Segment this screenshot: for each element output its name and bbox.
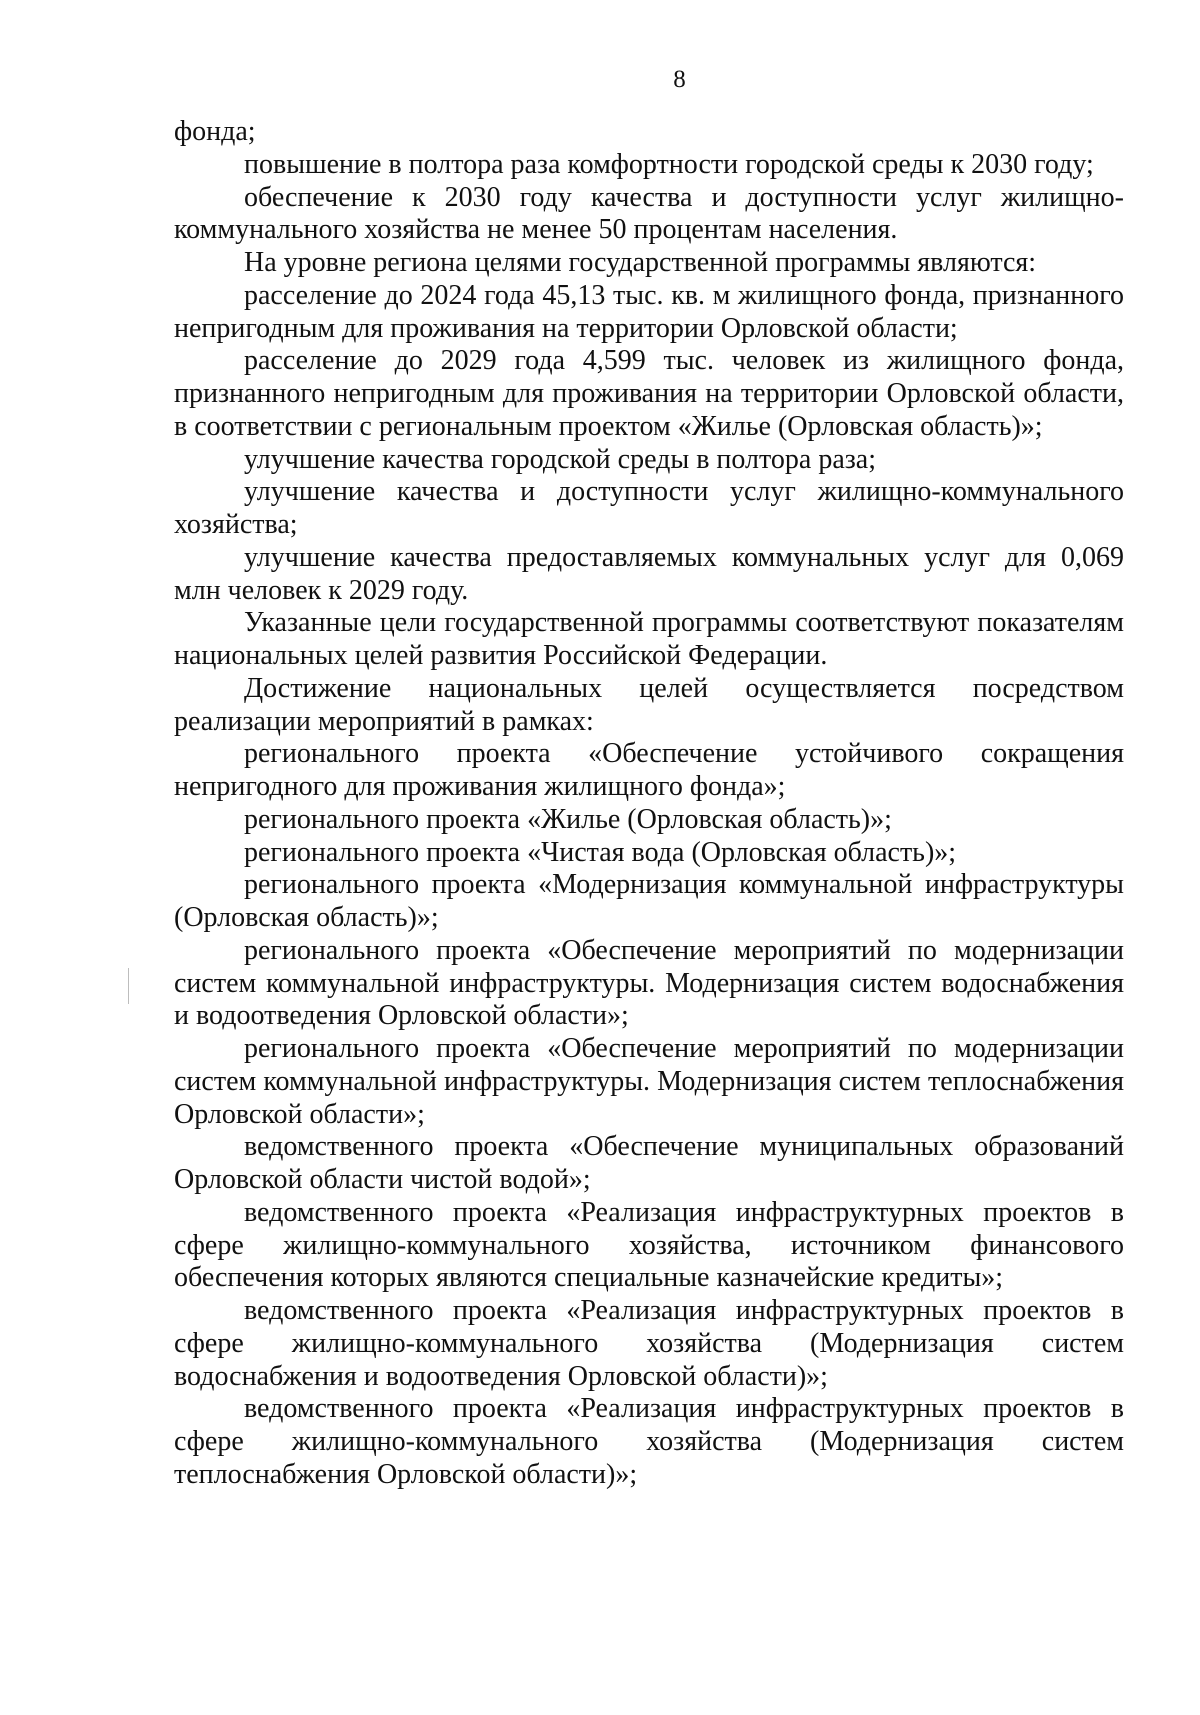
- paragraph: улучшение качества городской среды в полтора раза;: [244, 443, 877, 475]
- paragraph: регионального проекта «Обеспечение устойчивого сокращения непригодного для проживания жилищного фонда»;: [174, 738, 1124, 802]
- paragraph: улучшение качества и доступности услуг жилищно-коммунального хозяйства;: [174, 476, 1124, 540]
- scan-mark: [128, 968, 129, 1004]
- paragraph: обеспечение к 2030 году качества и доступности услуг жилищно-коммунального хозяйства не менее 50 процентам населения.: [174, 181, 1124, 246]
- paragraph: регионального проекта «Обеспечение мероприятий по модернизации систем коммунальной инфраструктуры. Модернизация систем теплоснабжения Орловской области»;: [174, 1033, 1124, 1130]
- body-text: [174, 116, 1124, 1492]
- paragraph: регионального проекта «Обеспечение мероприятий по модернизации систем коммунальной инфраструктуры. Модернизация систем водоснабжения и водоотведения Орловской области»;: [174, 934, 1124, 1032]
- paragraph: улучшение качества предоставляемых коммунальных услуг для 0,069 млн человек к 2029 году.: [174, 541, 1124, 606]
- paragraph: ведомственного проекта «Реализация инфраструктурных проектов в сфере жилищно-коммунального хозяйства (Модернизация систем теплоснабжения Орловской области)»;: [174, 1393, 1124, 1490]
- paragraph: ведомственного проекта «Реализация инфраструктурных проектов в сфере жилищно-коммунального хозяйства, источником финансового обеспечения которых являются специальные казначейские кредиты»;: [174, 1196, 1124, 1294]
- paragraph: Указанные цели государственной программы соответствуют показателям национальных целей развития Российской Федерации.: [174, 607, 1124, 671]
- paragraph: регионального проекта «Жилье (Орловская область)»;: [244, 803, 892, 835]
- paragraph: фонда;: [174, 116, 256, 147]
- paragraph: регионального проекта «Чистая вода (Орловская область)»;: [244, 836, 957, 868]
- paragraph: регионального проекта «Модернизация коммунальной инфраструктуры (Орловская область)»;: [174, 869, 1124, 933]
- paragraph: На уровне региона целями государственной программы являются:: [244, 247, 1037, 278]
- paragraph: расселение до 2029 года 4,599 тыс. человек из жилищного фонда, признанного непригодным для проживания на территории Орловской области, в соответствии с региональным проектом «Жилье (Орловская область)»;: [174, 345, 1124, 442]
- paragraph: ведомственного проекта «Реализация инфраструктурных проектов в сфере жилищно-коммунального хозяйства (Модернизация систем водоснабжения и водоотведения Орловской области)»;: [174, 1295, 1124, 1392]
- paragraph: расселение до 2024 года 45,13 тыс. кв. м жилищного фонда, признанного непригодным для проживания на территории Орловской области;: [174, 279, 1124, 344]
- paragraph: повышение в полтора раза комфортности городской среды к 2030 году;: [244, 148, 1094, 180]
- page-number: 8: [673, 66, 686, 93]
- paragraph: ведомственного проекта «Обеспечение муниципальных образований Орловской области чистой водой»;: [174, 1131, 1124, 1195]
- paragraph: Достижение национальных целей осуществляется посредством реализации мероприятий в рамках:: [174, 672, 1124, 737]
